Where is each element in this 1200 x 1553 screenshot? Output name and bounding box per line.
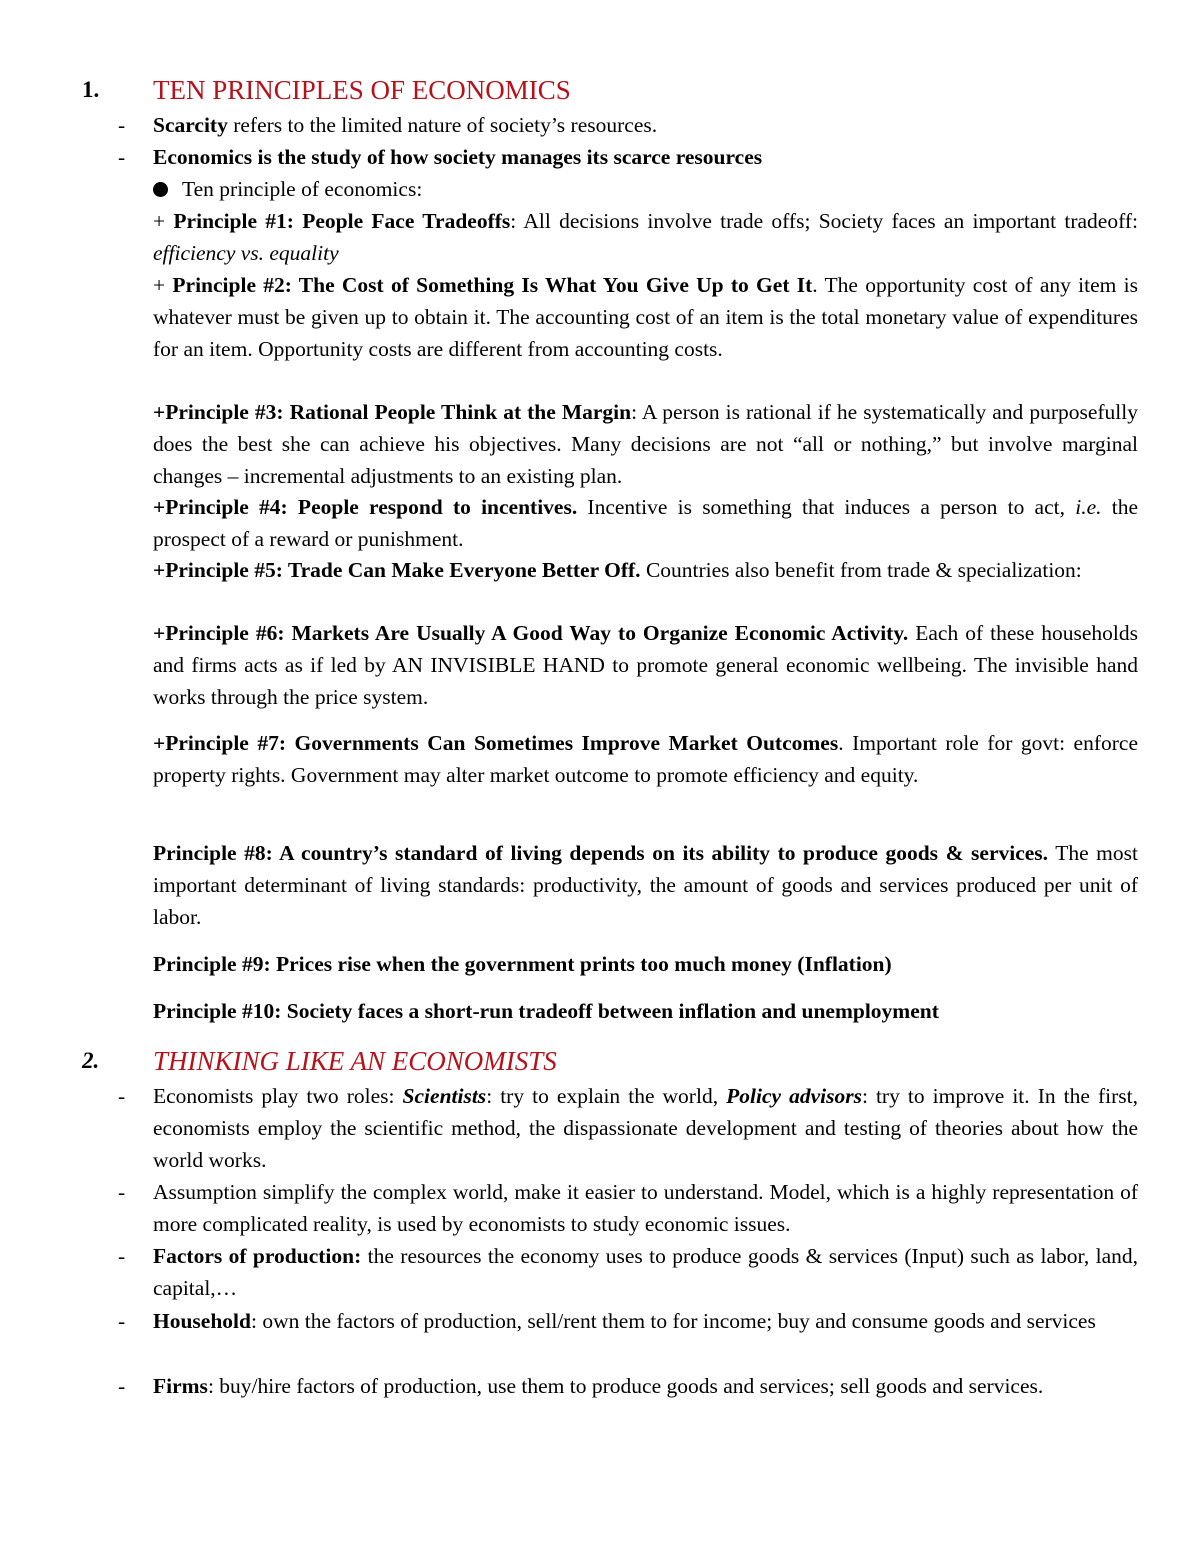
scarcity-bullet — [153, 110, 1138, 142]
firms-term: Firms — [153, 1374, 208, 1398]
firms-bullet — [153, 1371, 1138, 1403]
principle-8-text: The most important determinant of living standards: productivity, the amount of goods and services produced per unit of labor. — [153, 841, 1138, 929]
principle-7-title: +Principle #7: Governments Can Sometimes Improve Market Outcomes — [153, 731, 839, 755]
principle-4-text-end: the prospect of a reward or punishment. — [153, 495, 1138, 551]
principle-1 — [153, 206, 1138, 270]
principle-10-title: Principle #10: Society faces a short-run tradeoff between inflation and unemployment — [153, 999, 939, 1023]
principle-6-title: +Principle #6: Markets Are Usually A Good Way to Organize Economic Activity. — [153, 621, 909, 645]
assumption-bullet — [153, 1177, 1138, 1241]
section-2-title: THINKING LIKE AN ECONOMISTS — [153, 1046, 557, 1076]
principle-10 — [153, 996, 1138, 1028]
principle-3-title: +Principle #3: Rational People Think at the Margin — [153, 400, 632, 424]
principle-2 — [153, 270, 1138, 365]
principle-1-prefix: + — [153, 209, 174, 233]
principle-6-text: Each of these households and firms acts as if led by AN INVISIBLE HAND to promote general economic wellbeing. The invisible hand works through the price system. — [153, 621, 1138, 709]
principle-3 — [153, 397, 1138, 492]
principle-8 — [153, 838, 1138, 933]
principle-6 — [153, 618, 1138, 713]
principle-4-text: Incentive is something that induces a person to act, — [577, 495, 1076, 519]
bullet-dash: - — [118, 1244, 126, 1268]
household-bullet — [153, 1306, 1138, 1338]
bullet-dash: - — [118, 113, 126, 137]
principle-2-prefix: + — [153, 273, 173, 297]
principle-1-text: : All decisions involve trade offs; Society faces an important tradeoff: — [510, 209, 1138, 233]
firms-text: : buy/hire factors of production, use them to produce goods and services; sell goods and services. — [207, 1374, 1044, 1398]
principle-8-title: Principle #8: A country’s standard of living depends on its ability to produce goods & services. — [153, 841, 1049, 865]
bullet-dash: - — [118, 145, 126, 169]
roles-text-3: : try to improve it. In the first, economists employ the scientific method, the dispassionate development and testing of theories about how the world works. — [153, 1084, 1138, 1172]
ten-principles-text: Ten principle of economics: — [182, 177, 423, 201]
scarcity-text: refers to the limited nature of society’s resources. — [227, 113, 658, 137]
principle-5-text: Countries also benefit from trade & specialization: — [640, 558, 1082, 582]
bullet-dash: - — [118, 1374, 126, 1398]
scientists-term: Scientists — [402, 1084, 487, 1108]
principle-4 — [153, 492, 1138, 556]
household-term: Household — [153, 1309, 251, 1333]
bullet-dash: - — [118, 1309, 126, 1333]
factors-bullet — [153, 1241, 1138, 1305]
principle-3-text: : A person is rational if he systematically and purposefully does the best she can achieve his objectives. Many decisions are not “all or nothing,” but involve marginal changes – incremental adjustments to an existing plan. — [153, 400, 1138, 488]
roles-text-2: : try to explain the world, — [486, 1084, 727, 1108]
principle-5-title: +Principle #5: Trade Can Make Everyone Better Off. — [153, 558, 641, 582]
principle-2-text: . The opportunity cost of any item is whatever must be given up to obtain it. The accounting cost of an item is the total monetary value of expenditures for an item. Opportunity costs are different from accounting costs. — [153, 273, 1138, 361]
policy-advisors-term: Policy advisors — [726, 1084, 862, 1108]
assumption-text: Assumption simplify the complex world, make it easier to understand. Model, which is a highly representation of more complicated reality, is used by economists to study economic issues. — [153, 1180, 1138, 1236]
principle-2-title: Principle #2: The Cost of Something Is What You Give Up to Get It — [172, 273, 813, 297]
household-text: : own the factors of production, sell/rent them to for income; buy and consume goods and services — [250, 1309, 1096, 1333]
principle-7-text: . Important role for govt: enforce property rights. Government may alter market outcome to promote efficiency and equity. — [153, 731, 1139, 787]
bullet-dot-icon — [153, 182, 168, 197]
economists-roles-bullet — [153, 1081, 1138, 1176]
principle-4-italic: i.e. — [1075, 495, 1102, 519]
section-2-number: 2. — [82, 1048, 100, 1073]
principle-5 — [153, 555, 1138, 587]
factors-term: Factors of production: — [153, 1244, 362, 1268]
factors-text: the resources the economy uses to produce goods & services (Input) such as labor, land, capital,… — [153, 1244, 1138, 1300]
principle-9 — [153, 949, 1138, 981]
principle-9-title: Principle #9: Prices rise when the government prints too much money (Inflation) — [153, 952, 892, 976]
ten-principles-label — [153, 174, 1138, 206]
principle-1-italic: efficiency vs. equality — [153, 240, 339, 265]
section-1-number: 1. — [82, 77, 100, 102]
bullet-dash: - — [118, 1084, 126, 1108]
principle-7 — [153, 728, 1138, 792]
principle-4-title: +Principle #4: People respond to incentives. — [153, 495, 578, 519]
roles-text: Economists play two roles: — [153, 1084, 403, 1108]
bullet-dash: - — [118, 1180, 126, 1204]
principle-1-title: Principle #1: People Face Tradeoffs — [173, 209, 511, 233]
scarcity-term: Scarcity — [153, 113, 228, 137]
economics-definition-bullet — [153, 142, 1138, 174]
section-1-title: TEN PRINCIPLES OF ECONOMICS — [153, 75, 571, 105]
economics-definition: Economics is the study of how society manages its scarce resources — [153, 145, 763, 169]
